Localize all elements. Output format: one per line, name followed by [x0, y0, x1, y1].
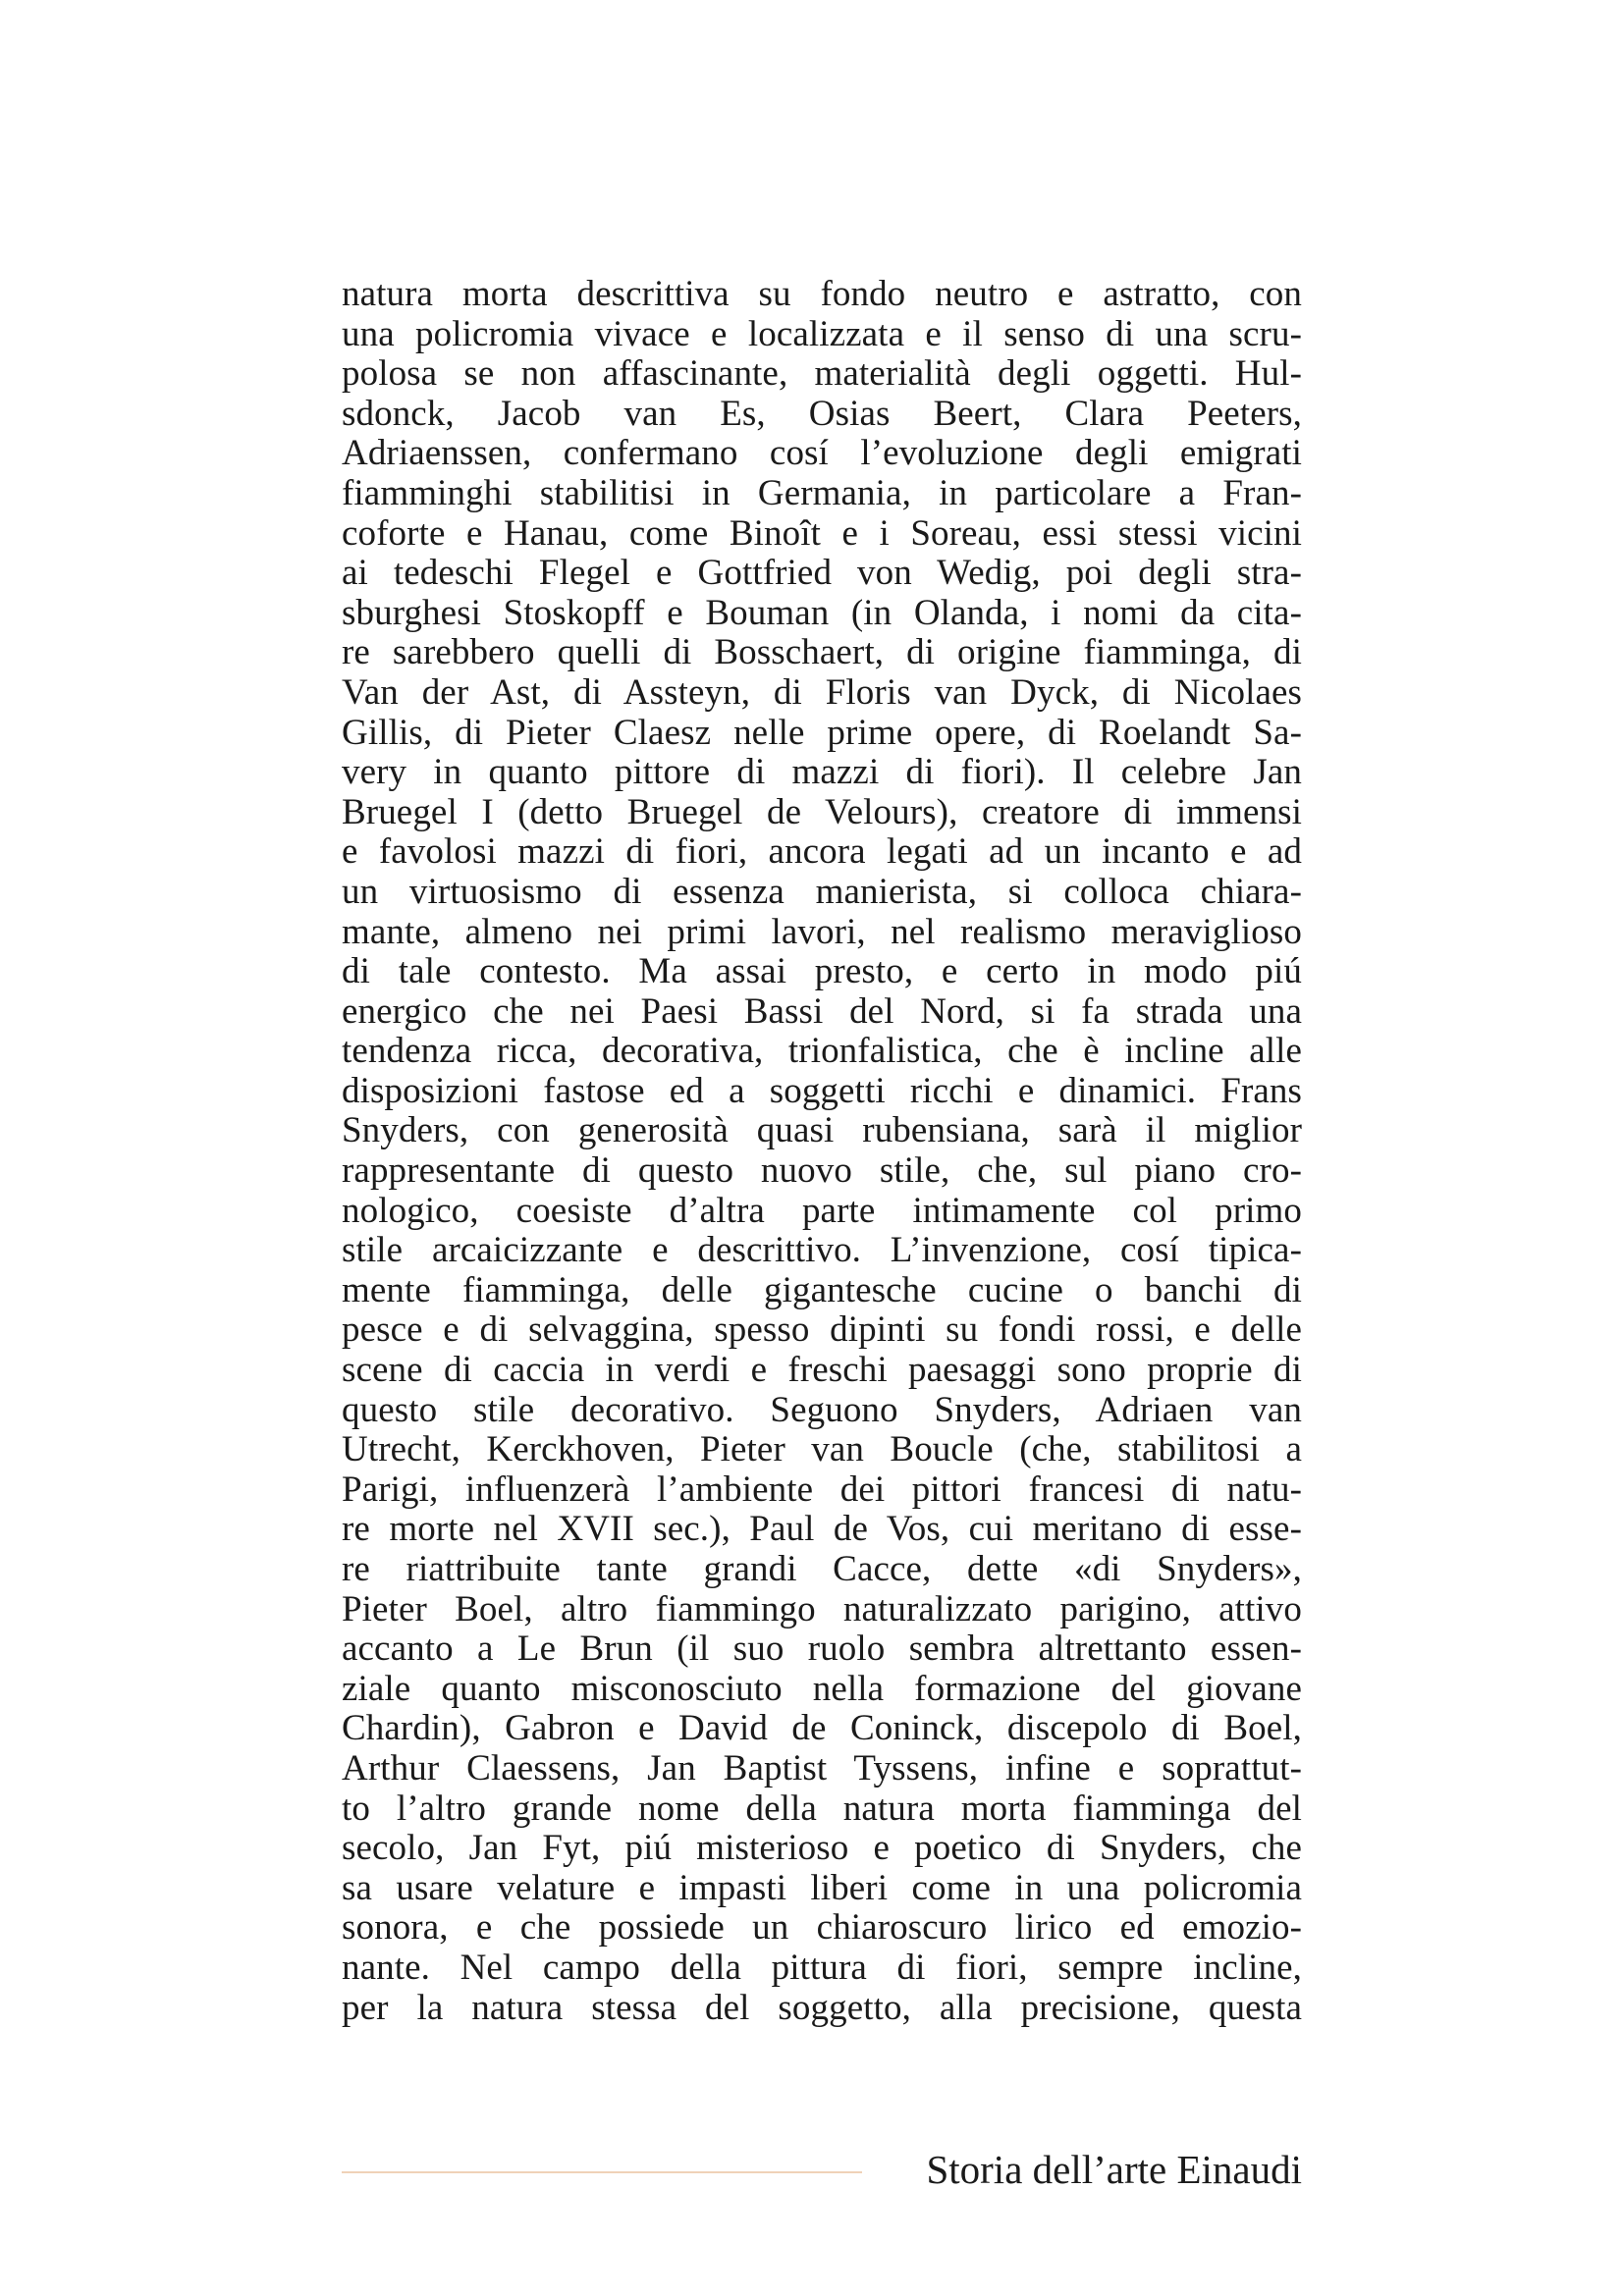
text-line: mente fiamminga, delle gigantesche cucine o banchi di — [342, 1269, 1302, 1310]
text-line: Adriaenssen, confermano cosí l’evoluzione degli emigrati — [342, 433, 1302, 474]
text-line: e favolosi mazzi di fiori, ancora legati ad un incanto e ad — [342, 831, 1302, 873]
text-line: sa usare velature e impasti liberi come in una policromia — [342, 1867, 1302, 1908]
text-line: re sarebbero quelli di Bosschaert, di origine fiamminga, di — [342, 632, 1302, 673]
text-line: re morte nel XVII sec.), Paul de Vos, cui meritano di esse- — [342, 1509, 1302, 1550]
text-line: Gillis, di Pieter Claesz nelle prime opere, di Roelandt Sa- — [342, 712, 1302, 753]
text-line: Utrecht, Kerckhoven, Pieter van Boucle (che, stabilitosi a — [342, 1429, 1302, 1470]
text-line: energico che nei Paesi Bassi del Nord, si fa strada una — [342, 990, 1302, 1032]
text-line: nologico, coesiste d’altra parte intimamente col primo — [342, 1190, 1302, 1231]
text-line: rappresentante di questo nuovo stile, che, sul piano cro- — [342, 1150, 1302, 1192]
text-line: di tale contesto. Ma assai presto, e certo in modo piú — [342, 951, 1302, 992]
text-line: mante, almeno nei primi lavori, nel realismo meraviglioso — [342, 911, 1302, 952]
text-line: coforte e Hanau, come Binoît e i Soreau, essi stessi vicini — [342, 512, 1302, 554]
text-line: sonora, e che possiede un chiaroscuro lirico ed emozio- — [342, 1907, 1302, 1949]
text-line: una policromia vivace e localizzata e il senso di una scru- — [342, 313, 1302, 354]
text-line: Bruegel I (detto Bruegel de Velours), creatore di immensi — [342, 791, 1302, 832]
text-line: pesce e di selvaggina, spesso dipinti su fondi rossi, e delle — [342, 1309, 1302, 1351]
text-line: to l’altro grande nome della natura morta fiamminga del — [342, 1788, 1302, 1829]
text-line: secolo, Jan Fyt, piú misterioso e poetico di Snyders, che — [342, 1828, 1302, 1869]
text-line: Arthur Claessens, Jan Baptist Tyssens, infine e soprattut- — [342, 1747, 1302, 1789]
text-line: fiamminghi stabilitisi in Germania, in particolare a Fran- — [342, 472, 1302, 513]
text-line: Chardin), Gabron e David de Coninck, discepolo di Boel, — [342, 1708, 1302, 1749]
text-line: Parigi, influenzerà l’ambiente dei pittori francesi di natu- — [342, 1468, 1302, 1510]
footer-title: Storia dell’arte Einaudi — [926, 2147, 1302, 2192]
text-line: Pieter Boel, altro fiammingo naturalizzato parigino, attivo — [342, 1588, 1302, 1629]
text-line: nante. Nel campo della pittura di fiori, sempre incline, — [342, 1947, 1302, 1988]
body-text — [342, 275, 1302, 2028]
text-line: scene di caccia in verdi e freschi paesaggi sono proprie di — [342, 1350, 1302, 1391]
text-line: ai tedeschi Flegel e Gottfried von Wedig, poi degli stra- — [342, 553, 1302, 594]
text-line: ziale quanto misconosciuto nella formazione del giovane — [342, 1668, 1302, 1709]
text-line: stile arcaicizzante e descrittivo. L’invenzione, cosí tipica- — [342, 1230, 1302, 1271]
text-line: very in quanto pittore di mazzi di fiori). Il celebre Jan — [342, 752, 1302, 793]
text-line: natura morta descrittiva su fondo neutro e astratto, con — [342, 274, 1302, 314]
text-line: polosa se non affascinante, materialità degli oggetti. Hul- — [342, 353, 1302, 395]
text-line: tendenza ricca, decorativa, trionfalistica, che è incline alle — [342, 1031, 1302, 1072]
text-line: sburghesi Stoskopff e Bouman (in Olanda, i nomi da cita- — [342, 592, 1302, 633]
footer-rule — [342, 2171, 862, 2173]
text-line: per la natura stessa del soggetto, alla precisione, questa — [342, 1987, 1302, 2028]
text-line: questo stile decorativo. Seguono Snyders, Adriaen van — [342, 1389, 1302, 1430]
text-line: disposizioni fastose ed a soggetti ricchi e dinamici. Frans — [342, 1070, 1302, 1111]
text-line: Snyders, con generosità quasi rubensiana, sarà il miglior — [342, 1110, 1302, 1151]
text-line: re riattribuite tante grandi Cacce, dette «di Snyders», — [342, 1549, 1302, 1589]
text-line: sdonck, Jacob van Es, Osias Beert, Clara Peeters, — [342, 393, 1302, 434]
text-line: accanto a Le Brun (il suo ruolo sembra altrettanto essen- — [342, 1629, 1302, 1670]
text-line: Van der Ast, di Assteyn, di Floris van Dyck, di Nicolaes — [342, 671, 1302, 713]
text-line: un virtuosismo di essenza manierista, si colloca chiara- — [342, 871, 1302, 912]
page-footer — [342, 2145, 1302, 2194]
